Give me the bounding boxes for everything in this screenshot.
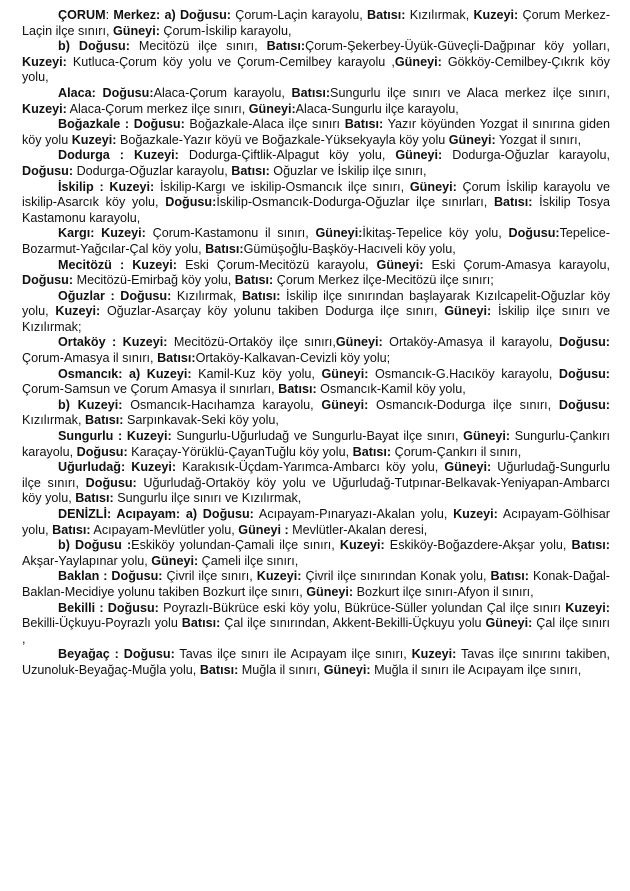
field-text: Osmancık-Kamil köy yolu, <box>316 382 466 397</box>
paragraph-beyagac <box>22 647 610 678</box>
field-text: İskilip ilçe sınırı ve Kızılırmak; <box>22 304 610 334</box>
paragraph-corum-merkez-a <box>22 8 610 39</box>
field-label: Batısı: <box>231 163 270 178</box>
field-label: Baklan : Doğusu: <box>58 569 163 584</box>
field-text: Sungurlu-Çankırı karayolu, <box>22 429 610 459</box>
paragraph-bogazkale <box>22 117 610 148</box>
field-text: Dodurga-Oğuzlar karayolu, <box>442 148 611 163</box>
field-text: Dodurga-Çiftlik-Alpagut köy yolu, <box>178 148 396 163</box>
field-label: Güneyi: <box>448 132 496 147</box>
field-label: Güneyi: <box>321 366 369 381</box>
field-text: Çorum-Şekerbey-Üyük-Güveçli-Dağpınar köy yolları, <box>305 39 611 54</box>
field-label: Alaca: Doğusu: <box>58 85 154 100</box>
field-label: Beyağaç : Doğusu: <box>58 647 175 662</box>
paragraph-alaca <box>22 86 610 117</box>
field-label: Batısı: <box>344 117 384 132</box>
paragraph-corum-merkez-b <box>22 39 610 86</box>
field-text: Karakısık-Üçdam-Yarımca-Ambarcı köy yolu, <box>176 460 445 475</box>
field-text: Gümüşoğlu-Başköy-Hacıveli köy yolu, <box>243 241 456 256</box>
field-label: Güneyi: <box>335 335 383 350</box>
field-text: İskilip ilçe sınırından başlayarak Kızılcapelit-Oğuzlar köy yolu, <box>22 288 611 319</box>
field-label: Kuzeyi: <box>22 101 67 116</box>
field-label: b) Doğusu: <box>58 39 130 54</box>
field-label: Doğusu: <box>558 366 610 381</box>
field-text: İkitaş-Tepelice köy yolu, <box>362 226 509 241</box>
field-label: İskilip : Kuzeyi: <box>58 179 155 194</box>
field-text: Tavas ilçe sınırını takiben, Uzunoluk-Beyağaç-Muğla yolu, <box>22 647 610 677</box>
field-text: Mecitözü ilçe sınırı, <box>129 39 267 54</box>
field-text: Çorum-Amasya il sınırı, <box>22 351 158 366</box>
field-text: İskilip-Kargı ve iskilip-Osmancık ilçe sınırı, <box>154 179 410 194</box>
field-label: Batısı: <box>366 8 406 22</box>
field-text: Çorum-İskilip karayolu, <box>159 23 292 38</box>
field-label: Güneyi: <box>394 54 442 69</box>
field-text: Sarpınkavak-Seki köy yolu, <box>123 413 279 428</box>
field-label: Doğusu: <box>558 397 610 412</box>
field-text: Osmancık-Hacıhamza karayolu, <box>122 397 322 412</box>
field-label: Kuzeyi: <box>256 569 302 584</box>
field-label: Batısı: <box>241 288 281 303</box>
field-text: Tepelice-Bozarmut-Yağcılar-Çal köy yolu, <box>22 226 610 256</box>
field-label: Uğurludağ: Kuzeyi: <box>58 460 177 475</box>
field-text: Çivril ilçe sınırından Konak yolu, <box>301 569 491 584</box>
field-label: Bekilli : Doğusu: <box>58 600 159 615</box>
paragraph-osmancik-a <box>22 367 610 398</box>
field-text: Mecitözü-Emirbağ köy yolu, <box>73 273 235 288</box>
field-label: Kuzeyi: <box>473 8 519 22</box>
field-label: Doğusu: <box>85 475 137 490</box>
field-label: Batısı: <box>493 195 533 210</box>
field-label: Kuzeyi: <box>71 132 117 147</box>
field-label: Batısı: <box>205 241 244 256</box>
field-label: Batısı: <box>278 382 317 397</box>
field-label: Batısı: <box>571 538 610 553</box>
field-text: Çivril ilçe sınırı, <box>162 569 257 584</box>
field-text: Boğazkale-Alaca ilçe sınırı <box>184 117 345 132</box>
paragraph-bekilli <box>22 601 610 648</box>
field-text: Eskiköy-Boğazdere-Akşar yolu, <box>384 538 572 553</box>
field-label: Osmancık: a) Kuzeyi: <box>58 366 192 381</box>
field-label: b) Kuzeyi: <box>58 397 123 412</box>
field-label: Güneyi : <box>238 522 289 537</box>
field-label: b) Doğusu : <box>58 538 132 553</box>
field-label: Güneyi: <box>321 397 369 412</box>
field-text: Yazır köyünden Yozgat il sınırına giden köy yolu <box>22 117 610 147</box>
field-text: Ortaköy-Amasya il karayolu, <box>382 335 559 350</box>
paragraph-sungurlu <box>22 429 610 460</box>
field-text: Alaca-Çorum karayolu, <box>153 85 292 100</box>
field-text: İskilip Tosya Kastamonu karayolu, <box>22 195 610 225</box>
field-text: Sungurlu ilçe sınırı ve Alaca merkez ilçe sınırı, <box>330 85 610 100</box>
field-text: Karaçay-Yörüklü-ÇayanTuğlu köy yolu, <box>127 444 353 459</box>
field-label: Kuzeyi: <box>453 507 498 521</box>
field-text: Acıpayam-Gölhisar yolu, <box>22 507 610 537</box>
field-text: Kızılırmak, <box>171 288 242 303</box>
field-text: Çorum İskilip karayolu ve iskilip-Asarcık köy yolu, <box>22 179 610 210</box>
paragraph-oguzlar <box>22 289 610 336</box>
field-text: Oğuzlar-Asarçay köy yolunu takiben Dodurga ilçe sınırı, <box>100 304 445 319</box>
field-label: Güneyi: <box>113 23 160 38</box>
field-text: Kutluca-Çorum köy yolu ve Çorum-Cemilbey karayolu , <box>66 54 395 69</box>
field-text: Çorum-Laçin karayolu, <box>231 8 367 22</box>
field-text: Yozgat il sınırı, <box>495 132 582 147</box>
field-text: Kızılırmak, <box>22 413 85 428</box>
document-page <box>22 8 610 679</box>
field-label: Mecitözü : Kuzeyi: <box>58 257 177 272</box>
field-text: Çal ilçe sınırından, Akkent-Bekilli-Üçkuyu yolu <box>220 616 486 631</box>
field-text: Kızılırmak, <box>405 8 474 22</box>
field-label: Doğusu: <box>558 335 611 350</box>
field-label: Güneyi: <box>395 148 443 163</box>
field-text: Eskiköy yolundan-Çamali ilçe sınırı, <box>131 538 340 553</box>
paragraph-denizli-acipayam-a <box>22 507 610 538</box>
field-label: Boğazkale : Doğusu: <box>58 117 185 132</box>
field-text: Osmancık-Dodurga ilçe sınırı, <box>368 397 559 412</box>
paragraph-dodurga <box>22 148 610 179</box>
field-label: Dodurga : Kuzeyi: <box>58 148 179 163</box>
field-text: Acıpayam-Mevlütler yolu, <box>90 522 239 537</box>
field-label: Güneyi: <box>248 101 296 116</box>
field-text: Uğurludağ-Sungurlu ilçe sınırı, <box>22 460 610 490</box>
field-text: Çorum Merkez-Laçin ilçe sınırı, <box>22 8 611 38</box>
paragraph-ugurludag <box>22 460 610 507</box>
field-text: Alaca-Çorum merkez ilçe sınırı, <box>66 101 249 116</box>
field-label: Batısı: <box>490 569 529 584</box>
field-label: Doğusu: <box>22 163 74 178</box>
field-label: Doğusu: <box>508 226 560 241</box>
field-text: Muğla il sınırı ile Acıpayam ilçe sınırı, <box>370 662 582 677</box>
field-text: Bekilli-Üçkuyu-Poyrazlı yolu <box>22 616 182 631</box>
field-label: DENİZLİ: Acıpayam: a) Doğusu: <box>58 507 254 521</box>
field-label: Sungurlu : Kuzeyi: <box>58 429 172 444</box>
field-label: Batısı: <box>266 39 306 54</box>
field-label: Kuzeyi: <box>565 600 611 615</box>
field-text: Acıpayam-Pınaryazı-Akalan yolu, <box>253 507 454 521</box>
field-label: Batısı: <box>199 662 239 677</box>
field-label: Batısı: <box>52 522 91 537</box>
field-text: Çameli ilçe sınırı, <box>198 553 299 568</box>
field-label: Batısı: <box>234 273 274 288</box>
field-text: Eski Çorum-Mecitözü karayolu, <box>177 257 377 272</box>
field-label: Güneyi: <box>463 429 511 444</box>
field-text: Mevlütler-Akalan deresi, <box>288 522 428 537</box>
field-text: Mecitözü-Ortaköy ilçe sınırı, <box>167 335 336 350</box>
paragraph-mecitozu <box>22 258 610 289</box>
field-label: Güneyi: <box>306 584 354 599</box>
field-label: Ortaköy : Kuzeyi: <box>58 335 168 350</box>
field-text: Kamil-Kuz köy yolu, <box>191 366 322 381</box>
field-label: Kargı: Kuzeyi: <box>58 226 146 241</box>
field-text: Tavas ilçe sınırı ile Acıpayam ilçe sınırı, <box>174 647 412 662</box>
paragraph-baklan <box>22 569 610 600</box>
field-text: Çorum-Çankırı il sınırı, <box>391 444 522 459</box>
field-label: Güneyi: <box>376 257 424 272</box>
field-label: Batısı: <box>157 351 196 366</box>
field-text: Poyrazlı-Bükrüce eski köy yolu, Bükrüce-Süller yolundan Çal ilçe sınırı <box>158 600 566 615</box>
field-text: Oğuzlar ve İskilip ilçe sınırı, <box>269 163 427 178</box>
field-label: Kuzeyi: <box>411 647 457 662</box>
field-label: Batısı: <box>291 85 331 100</box>
field-text: : <box>105 8 114 22</box>
field-label: Kuzeyi: <box>55 304 101 319</box>
field-label: Kuzeyi: <box>22 54 67 69</box>
field-text: Alaca-Sungurlu ilçe karayolu, <box>295 101 459 116</box>
field-text: Eski Çorum-Amasya karayolu, <box>423 257 611 272</box>
field-label: Oğuzlar : Doğusu: <box>58 288 172 303</box>
field-text: Muğla il sınırı, <box>238 662 324 677</box>
field-label: Güneyi: <box>485 616 533 631</box>
paragraph-ortakoy <box>22 335 610 366</box>
field-text: Gökköy-Cemilbey-Çıkrık köy yolu, <box>22 54 610 85</box>
field-text: Sungurlu-Uğurludağ ve Sungurlu-Bayat ilçe sınırı, <box>171 429 464 444</box>
field-label: Batısı: <box>181 616 221 631</box>
field-label: Güneyi: <box>444 304 492 319</box>
paragraph-kargi <box>22 226 610 257</box>
field-label: Doğusu: <box>165 195 217 210</box>
field-text: Osmancık-G.Hacıköy karayolu, <box>368 366 559 381</box>
field-label: Batısı: <box>84 413 124 428</box>
field-label: Batısı: <box>75 491 114 506</box>
field-label: Merkez: a) Doğusu: <box>113 8 232 22</box>
field-text: Konak-Dağal-Baklan-Mecidiye yolunu takiben Bozkurt ilçe sınırı, <box>22 569 610 599</box>
paragraph-osmancik-b <box>22 398 610 429</box>
field-label: Doğusu: <box>76 444 128 459</box>
field-text: Bozkurt ilçe sınırı-Afyon il sınırı, <box>353 584 534 599</box>
field-text: Uğurludağ-Ortaköy köy yolu ve Uğurludağ-Tutpınar-Belkavak-Yeniyapan-Ambarcı köy yolu, <box>22 475 611 506</box>
field-label: Güneyi: <box>444 460 492 475</box>
field-text: Çorum-Samsun ve Çorum Amasya il sınırları, <box>22 382 279 397</box>
field-text: Sungurlu ilçe sınırı ve Kızılırmak, <box>113 491 302 506</box>
field-label: ÇORUM <box>58 8 106 22</box>
field-label: Güneyi: <box>315 226 363 241</box>
field-text: Boğazkale-Yazır köyü ve Boğazkale-Yüksekyayla köy yolu <box>116 132 449 147</box>
field-text: Çorum-Kastamonu il sınırı, <box>145 226 316 241</box>
field-label: Güneyi: <box>151 553 199 568</box>
field-text: Çorum Merkez ilçe-Mecitözü ilçe sınırı; <box>273 273 494 288</box>
field-text: Dodurga-Oğuzlar karayolu, <box>73 163 232 178</box>
field-text: Çal ilçe sınırı , <box>22 616 610 646</box>
field-label: Batısı: <box>352 444 392 459</box>
field-label: Doğusu: <box>22 273 74 288</box>
field-text: Akşar-Yaylapınar yolu, <box>22 553 152 568</box>
field-label: Güneyi: <box>323 662 371 677</box>
field-label: Kuzeyi: <box>339 538 385 553</box>
paragraph-iskilip <box>22 180 610 227</box>
paragraph-acipayam-b <box>22 538 610 569</box>
field-label: Güneyi: <box>409 179 457 194</box>
field-text: İskilip-Osmancık-Dodurga-Oğuzlar ilçe sınırları, <box>216 195 494 210</box>
field-text: Ortaköy-Kalkavan-Cevizli köy yolu; <box>195 351 391 366</box>
